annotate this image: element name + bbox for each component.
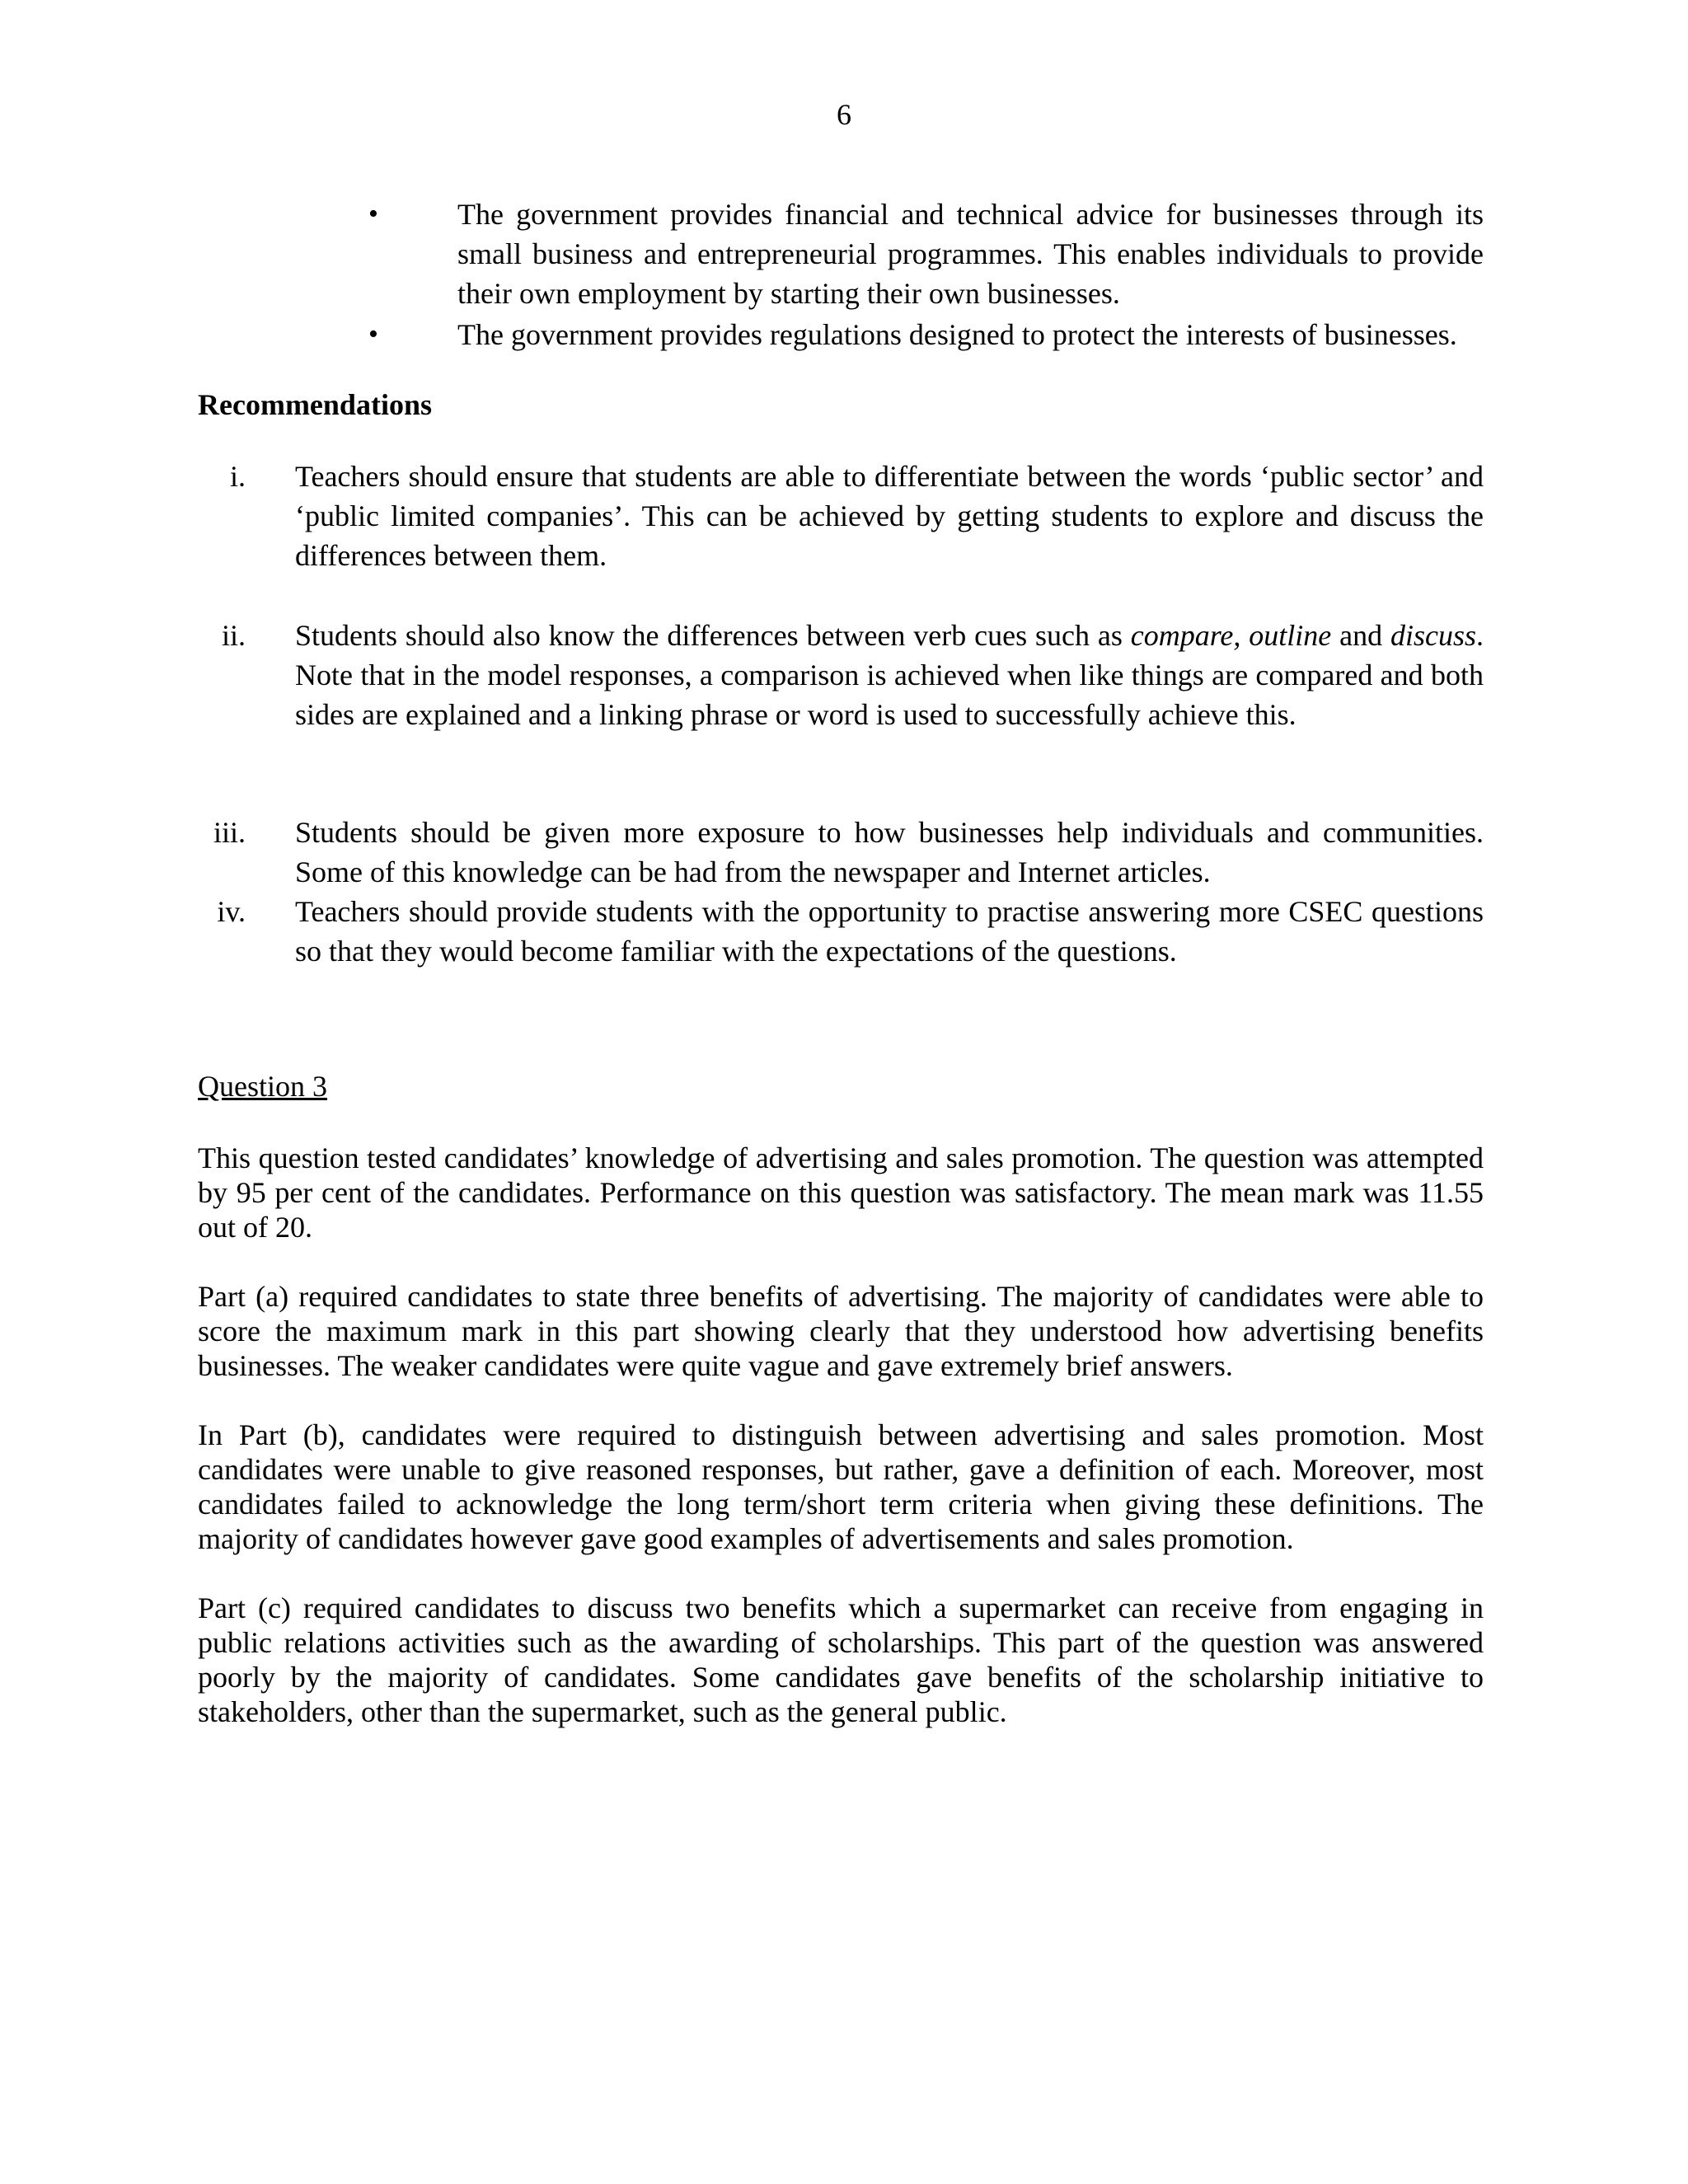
question-paragraph: Part (c) required candidates to discuss two benefits which a supermarket can receive from engaging in public relations activities such as the awarding of scholarships. This part of the question was answered poorly by the majority of candidates. Some candidates gave benefits of the scholarship initiative to stakeholders, other than the supermarket, such as the general public. bbox=[198, 1591, 1484, 1728]
verb-cue-discuss: discuss bbox=[1390, 619, 1476, 652]
bullet-text: The government provides regulations designed to protect the interests of businesses. bbox=[457, 318, 1457, 351]
recommendation-item bbox=[0, 616, 1484, 734]
question-paragraph: In Part (b), candidates were required to distinguish between advertising and sales promotion. Most candidates were unable to give reasoned responses, but rather, gave a definition of each. Moreover, most candidates failed to acknowledge the long term/short term criteria when giving these definitions. The majority of candidates however gave good examples of advertisements and sales promotion. bbox=[198, 1418, 1484, 1555]
bullet-item bbox=[0, 194, 1484, 313]
bullet-icon: • bbox=[368, 199, 378, 229]
bullet-icon: • bbox=[368, 319, 378, 349]
recommendation-text: Students should be given more exposure to how businesses help individuals and communities. Some of this knowledge can be had from the newspaper and Internet articles. bbox=[295, 816, 1484, 888]
bullet-item bbox=[0, 315, 1484, 354]
recommendations-list bbox=[0, 457, 1688, 575]
recommendation-text: Students should also know the differences between verb cues such as compare, outline and discuss. Note that in the model responses, a comparison is achieved when like things are compared and both sides are explained and a linking phrase or word is used to successfully achieve this. bbox=[295, 619, 1484, 731]
recommendation-number: i. bbox=[229, 460, 246, 493]
question-title: Question 3 bbox=[198, 1070, 327, 1103]
recommendations-list bbox=[0, 813, 1688, 971]
recommendation-number: iv. bbox=[217, 895, 246, 928]
recommendation-text: Teachers should provide students with the opportunity to practise answering more CSEC questions so that they would become familiar with the expectations of the questions. bbox=[295, 895, 1484, 968]
page-number: 6 bbox=[837, 98, 851, 131]
recommendation-number: ii. bbox=[221, 619, 246, 652]
bullet-text: The government provides financial and technical advice for businesses through its small business and entrepreneurial programmes. This enables individuals to provide their own employment by starting their own businesses. bbox=[457, 198, 1484, 310]
verb-cues: compare, outline bbox=[1130, 619, 1332, 652]
recommendations-list bbox=[0, 616, 1688, 734]
recommendation-item bbox=[0, 813, 1484, 892]
question-paragraph: This question tested candidates’ knowledge of advertising and sales promotion. The question was attempted by 95 per cent of the candidates. Performance on this question was satisfactory. The mean mark was 11.55 out of 20. bbox=[198, 1141, 1484, 1244]
bullet-list bbox=[0, 194, 1688, 356]
recommendations-heading: Recommendations bbox=[198, 388, 432, 421]
recommendation-text: Teachers should ensure that students are able to differentiate between the words ‘public sector’ and ‘public limited companies’. This can be achieved by getting students to explore and discuss the differences between them. bbox=[295, 460, 1484, 572]
recommendation-item bbox=[0, 892, 1484, 971]
recommendation-item bbox=[0, 457, 1484, 575]
recommendation-number: iii. bbox=[213, 816, 246, 849]
question-paragraph: Part (a) required candidates to state three benefits of advertising. The majority of candidates were able to score the maximum mark in this part showing clearly that they understood how advertising benefits businesses. The weaker candidates were quite vague and gave extremely brief answers. bbox=[198, 1280, 1484, 1382]
